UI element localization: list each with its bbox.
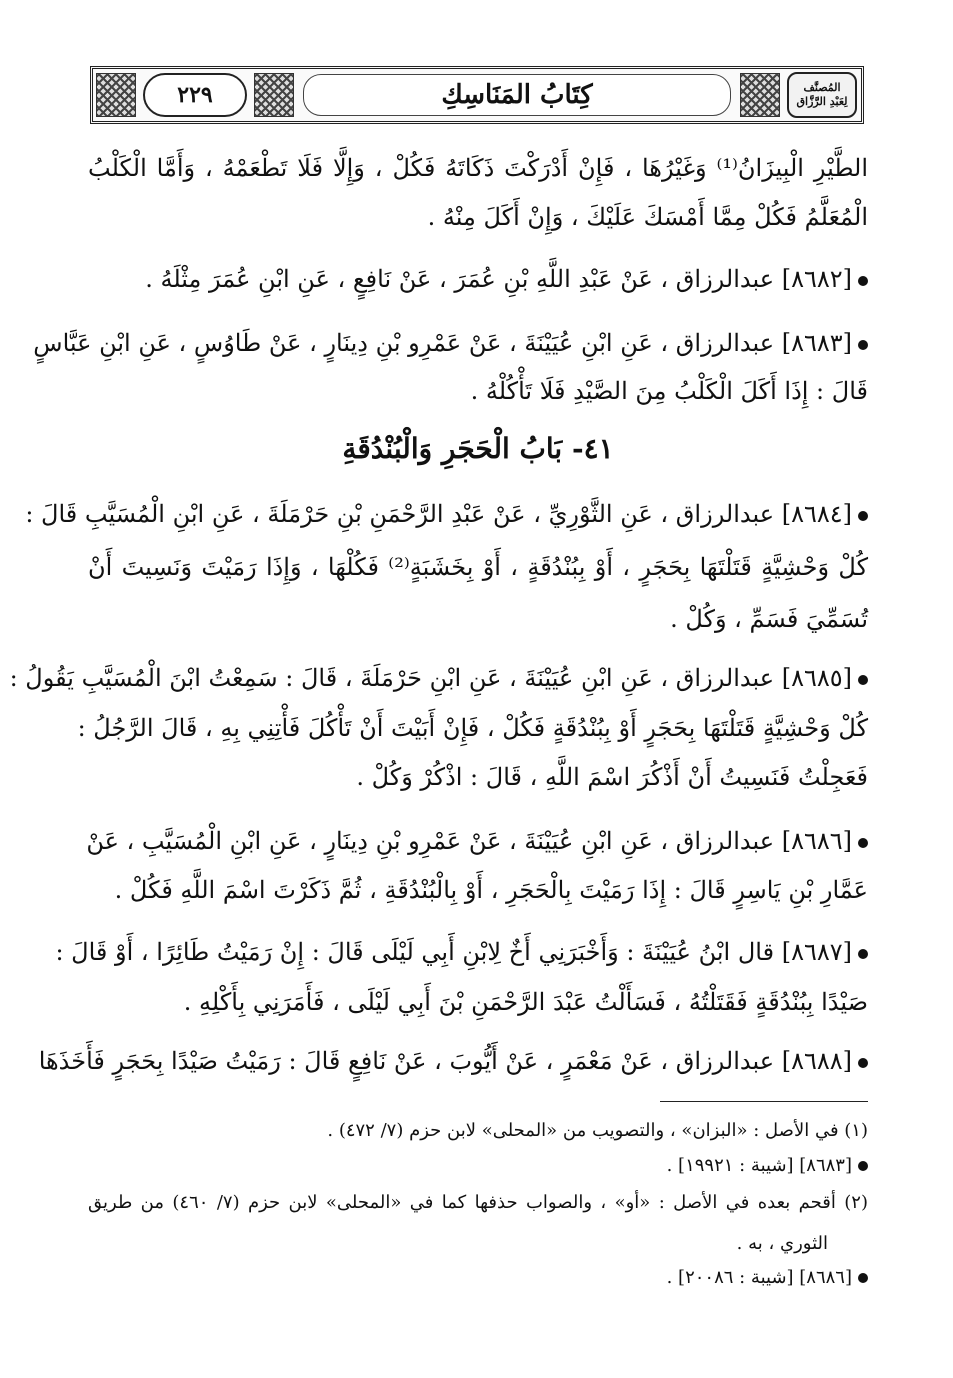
- logo-line-1: المُصنَّف: [803, 81, 841, 94]
- hadith-entry: [88, 265, 868, 293]
- body-line-text: [٨٦٨٤] عبدالرزاق ، عَنِ الثَّوْرِيِّ ، عَنْ عَبْدِ الرَّحْمَنِ بْنِ حَرْمَلَةَ ، عَنِ ابْنِ الْمُسَيَّبِ قَالَ :: [25, 500, 852, 528]
- body-line-text: [٨٦٨٨] عبدالرزاق ، عَنْ مَعْمَرٍ ، عَنْ أَيُّوبَ ، عَنْ نَافِعٍ قَالَ : رَمَيْتُ صَيْدًا بِحَجَرٍ فَأَخَذَهَا: [38, 1047, 852, 1075]
- page-number-box: [143, 73, 247, 117]
- bullet-icon: [858, 1161, 868, 1171]
- hadith-entry: [9, 664, 868, 692]
- body-line: فَعَجِلْتُ فَنَسِيتُ أَنْ أَذْكُرَ اسْمَ اللَّهِ ، قَالَ : اذْكُرْ وَكُلْ .: [356, 763, 868, 791]
- body-line: تُسَمِّيَ فَسَمِّ ، وَكُلْ .: [670, 605, 868, 633]
- body-line-text: [٨٦٨٣] عبدالرزاق ، عَنِ ابْنِ عُيَيْنَةَ ، عَنْ عَمْرِو بْنِ دِينَارٍ ، عَنْ طَاوُسٍ ، عَنِ ابْنِ عَبَّاسٍ: [33, 329, 852, 357]
- footnote: (٢) أقحم بعده في الأصل : «أو» ، والصواب حذفها كما في «المحلى» لابن حزم (٧/ ٤٦٠) من طريق: [88, 1192, 868, 1213]
- header-left: [93, 69, 297, 121]
- body-line-text: [٨٦٨٢] عبدالرزاق ، عَنْ عَبْدِ اللَّهِ بْنِ عُمَرَ ، عَنْ نَافِعٍ ، عَنِ ابْنِ عُمَرَ مِثْلَهُ .: [145, 265, 852, 293]
- bullet-icon: [858, 511, 868, 521]
- footnote-continuation: الثوري ، به .: [736, 1233, 828, 1254]
- footnote-text: [٨٦٨٣] [شيبة : ١٩٩٢١] .: [666, 1155, 852, 1176]
- footnote-divider: [660, 1101, 868, 1102]
- logo-line-2: لِعَبْدِ الرَّزَّاق: [796, 95, 848, 108]
- body-line-text: [٨٦٨٦] عبدالرزاق ، عَنِ ابْنِ عُيَيْنَةَ ، عَنْ عَمْرِو بْنِ دِينَارٍ ، عَنِ ابْنِ الْمُسَيَّبِ ، عَنْ: [86, 827, 852, 855]
- body-line: عَمَّارِ بْنِ يَاسِرٍ قَالَ : إِذَا رَمَيْتَ بِالْحَجَرِ ، أَوْ بِالْبُنْدُقَةِ ، ثُمَّ ذَكَرْتَ اسْمَ اللَّهِ فَكُلْ .: [114, 876, 868, 904]
- body-line-text: [٨٦٨٧] قال ابْنُ عُيَيْنَةَ : وَأَخْبَرَنِي أَخٌ لِابْنِ أَبِي لَيْلَى قَالَ : إِنْ رَمَيْتُ طَائِرًا ، أَوْ قَالَ :: [55, 938, 852, 966]
- hadith-entry: [38, 1047, 868, 1075]
- body-line: صَيْدًا بِبُنْدُقَةٍ فَقَتَلْتُهُ ، فَسَأَلْتُ عَبْدَ الرَّحْمَنِ بْنَ أَبِي لَيْلَى ، فَأَمَرَنِي بِأَكْلِهِ .: [183, 988, 868, 1016]
- book-title: كِتَابُ المَنَاسِكِ: [303, 74, 731, 116]
- book-logo: [787, 72, 857, 118]
- hadith-entry: [25, 500, 868, 528]
- bullet-icon: [858, 1058, 868, 1068]
- ornament-left-inner: [254, 73, 294, 117]
- page-number: ٢٢٩: [177, 82, 213, 108]
- body-line: قَالَ : إِذَا أَكَلَ الْكَلْبُ مِنَ الصَّيْدِ فَلَا تَأْكُلْهُ .: [470, 377, 868, 405]
- hadith-entry: [55, 938, 868, 966]
- bullet-icon: [858, 276, 868, 286]
- footnote: (١) في الأصل : «البزان» ، والتصويب من «المحلى» لابن حزم (٧/ ٤٧٢) .: [327, 1120, 868, 1141]
- bullet-icon: [858, 675, 868, 685]
- ornament-left: [96, 73, 136, 117]
- hadith-entry: [88, 827, 868, 855]
- hadith-entry: [33, 329, 868, 357]
- page-header: [90, 66, 864, 124]
- footnote-text: [٨٦٨٦] [شيبة : ٢٠٠٨٦] .: [666, 1267, 852, 1288]
- body-line-text: [٨٦٨٥] عبدالرزاق ، عَنِ ابْنِ عُيَيْنَةَ ، عَنِ ابْنِ حَرْمَلَةَ ، قَالَ : سَمِعْتُ ابْنَ الْمُسَيَّبِ يَقُولُ :: [9, 664, 852, 692]
- header-right: [737, 69, 861, 121]
- chapter-title: ٤١- بَابُ الْحَجَرِ وَالْبُنْدُقَةِ: [342, 432, 614, 465]
- bullet-icon: [858, 340, 868, 350]
- footnote: [88, 1267, 868, 1288]
- body-line: الطَّيْرِ الْبِيزَانُ⁽¹⁾ وَغَيْرُهَا ، فَإِنْ أَدْرَكْتَ ذَكَاتَهُ فَكُلْ ، وَإِلَّا فَلَا تَطْعَمْهُ ، وَأَمَّا الْكَلْبُ: [88, 154, 868, 182]
- body-line: كُلْ وَحْشِيَّةٍ قَتَلْتَهَا بِحَجَرٍ أَوْ بِبُنْدُقَةٍ فَكُلْ ، فَإِنْ أَبَيْتَ أَنْ تَأْكُلَ فَأْتِنِي بِهِ ، قَالَ الرَّجُلُ :: [77, 714, 868, 742]
- bullet-icon: [858, 838, 868, 848]
- body-line: الْمُعَلَّمُ فَكُلْ مِمَّا أَمْسَكَ عَلَيْكَ ، وَإِنْ أَكَلَ مِنْهُ .: [427, 203, 868, 231]
- body-line: كُلْ وَحْشِيَّةٍ قَتَلْتَهَا بِحَجَرٍ ، أَوْ بِبُنْدُقَةٍ ، أَوْ بِخَشَبَةٍ⁽²⁾ فَكُلْهَا ، وَإِذَا رَمَيْتَ وَنَسِيتَ أَنْ: [88, 553, 869, 581]
- footnote: [88, 1155, 868, 1176]
- bullet-icon: [858, 1273, 868, 1283]
- bullet-icon: [858, 949, 868, 959]
- ornament-right-inner: [740, 73, 780, 117]
